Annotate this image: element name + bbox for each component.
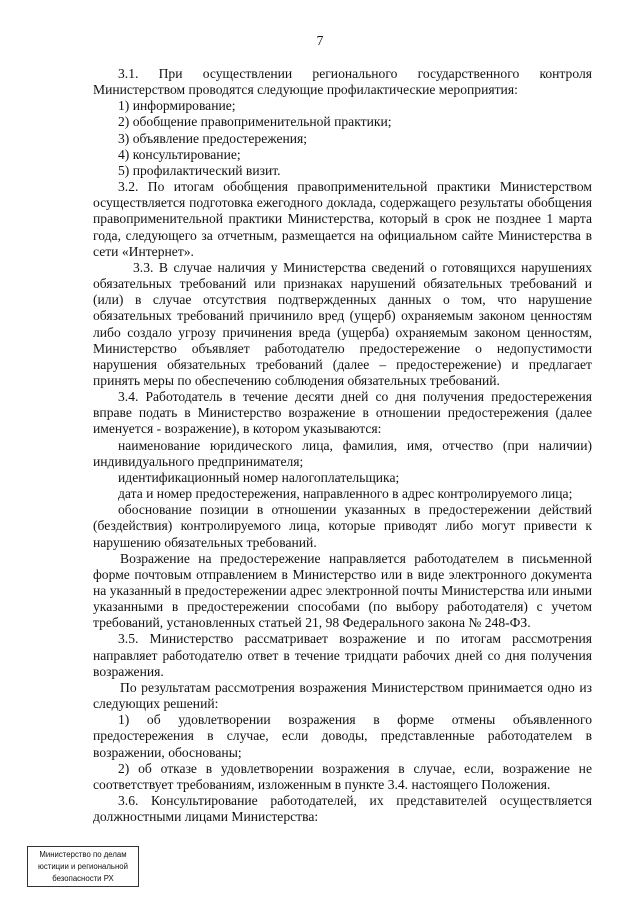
list-item-3: 3) объявление предостережения; xyxy=(118,130,308,146)
decision-item-2: 2) об отказе в удовлетворении возражения в случае, если, возражение не соответствует требованиям, изложенным в пункте 3.4. настоящего Положения. xyxy=(93,760,592,792)
paragraph-decisions-intro: По результатам рассмотрения возражения Министерством принимается одно из следующих решений: xyxy=(93,679,592,712)
paragraph-3-4: 3.4. Работодатель в течение десяти дней со дня получения предостережения вправе подать в Министерство возражение в отношении предостережения (далее именуется - возражение), в котором указываются: xyxy=(93,389,592,437)
paragraph-3-3: 3.3. В случае наличия у Министерства сведений о готовящихся нарушениях обязательных требований или признаках нарушений обязательных требований и (или) в случае отсутствия подтвержденных данных о том, что нарушение обязательных требований причинило вред (ущерб) охраняемым законом ценностям либо создало угрозу причинения вреда (ущерба) охраняемым законом ценностям, Министерство объявляет работодателю предостережение о недопустимости нарушения обязательных требований (далее – предостережение) и предлагает принять меры по обеспечению соблюдения обязательных требований. xyxy=(93,259,592,388)
paragraph-3-6: 3.6. Консультирование работодателей, их представителей осуществляется должностными лицами Министерства: xyxy=(93,793,592,825)
objection-item-justification: обоснование позиции в отношении указанных в предостережении действий (бездействия) контролируемого лица, которые приводят либо могут привести к нарушению обязательных требований. xyxy=(93,502,592,550)
list-item-5: 5) профилактический визит. xyxy=(118,162,281,178)
paragraph-objection-submission: Возражение на предостережение направляется работодателем в письменной форме почтовым отправлением в Министерство или в виде электронного документа на указанный в предостережении адрес электронной почты Министерства или иными указанными в предостережении способами (по выбору работодателя) с учетом требований, установленных статьей 21, 98 Федерального закона № 248-ФЗ. xyxy=(93,550,592,631)
page-number: 7 xyxy=(316,33,324,48)
objection-item-date: дата и номер предостережения, направленного в адрес контролируемого лица; xyxy=(118,486,573,502)
list-item-2: 2) обобщение правоприменительной практики; xyxy=(118,114,392,130)
stamp-line-2: юстиции и региональной xyxy=(38,862,128,871)
stamp-line-1: Министерство по делам xyxy=(39,850,127,859)
objection-item-name: наименование юридического лица, фамилия, имя, отчество (при наличии) индивидуального предпринимателя; xyxy=(93,437,592,469)
paragraph-3-5: 3.5. Министерство рассматривает возражение и по итогам рассмотрения направляет работодателю ответ в течение тридцати рабочих дней со дня получения возражения. xyxy=(93,631,592,679)
paragraph-3-1: 3.1. При осуществлении регионального государственного контроля Министерством проводятся следующие профилактические мероприятия: xyxy=(93,66,592,98)
list-item-4: 4) консультирование; xyxy=(118,146,241,162)
stamp-line-3: безопасности РХ xyxy=(52,874,114,883)
paragraph-3-2: 3.2. По итогам обобщения правоприменительной практики Министерством осуществляется подготовка ежегодного доклада, содержащего результаты обобщения правоприменительной практики Министерства, который в срок не позднее 1 марта года, следующего за отчетным, размещается на официальном сайте Министерства в сети «Интернет». xyxy=(93,179,592,259)
list-item-1: 1) информирование; xyxy=(118,98,236,114)
registration-stamp xyxy=(27,846,139,887)
objection-item-inn: идентификационный номер налогоплательщика; xyxy=(118,469,400,485)
document-body xyxy=(93,66,592,825)
decision-item-1: 1) об удовлетворении возражения в форме отмены объявленного предостережения в случае, если доводы, представленные работодателем в возражении, обоснованы; xyxy=(93,712,592,760)
